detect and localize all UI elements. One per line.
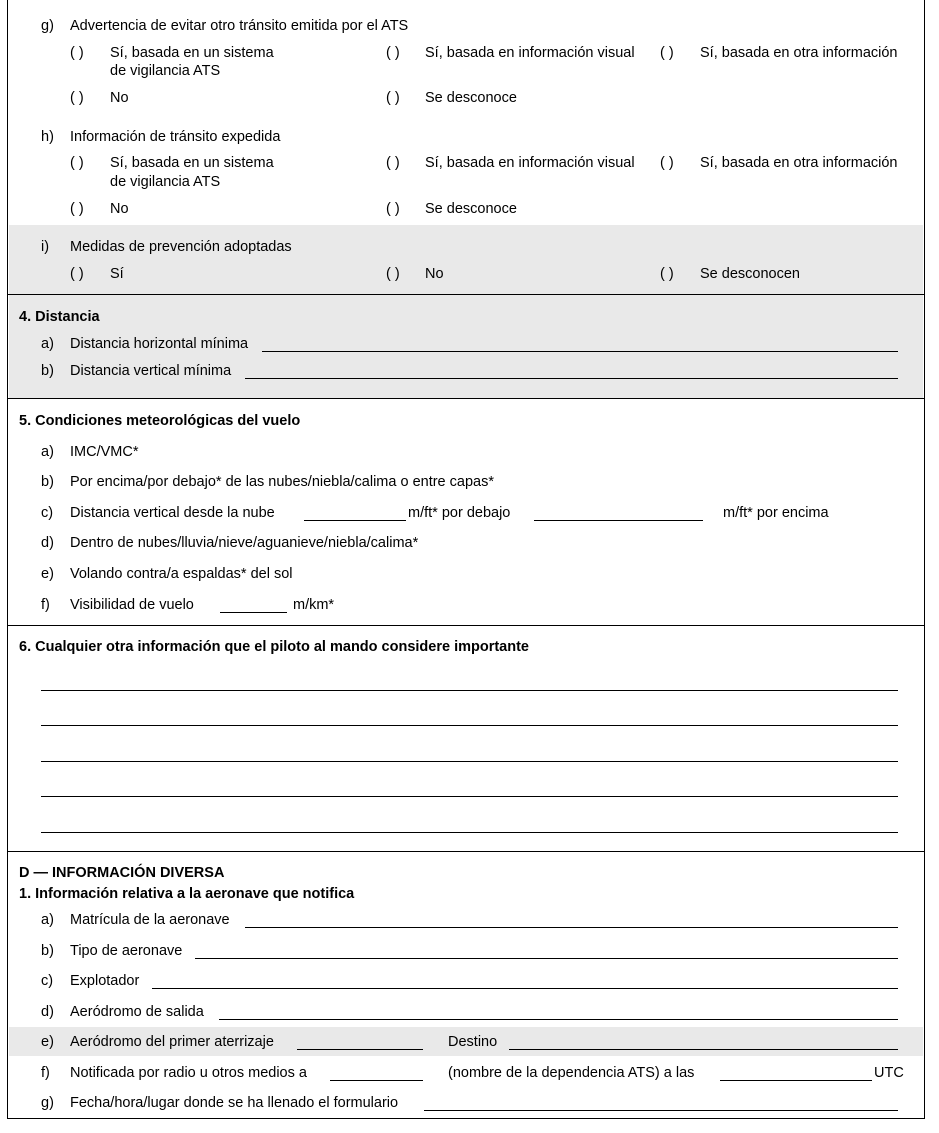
item-letter: a) — [41, 336, 54, 352]
checkbox-g-yes-visual[interactable]: ( ) — [386, 45, 400, 61]
departure-aerodrome-field[interactable] — [219, 1019, 898, 1020]
operator-field[interactable] — [152, 988, 898, 989]
checkbox-h-yes-other[interactable]: ( ) — [660, 155, 674, 171]
field-label: Destino — [448, 1034, 498, 1050]
checkbox-i-no[interactable]: ( ) — [386, 266, 400, 282]
unit-label: UTC — [874, 1065, 904, 1081]
option-label: Sí, basada en otra información — [700, 45, 898, 61]
field-label: Dentro de nubes/lluvia/nieve/aguanieve/niebla/calima* — [70, 535, 419, 551]
date-place-field[interactable] — [424, 1110, 898, 1111]
unit-label: m/ft* por encima — [723, 505, 829, 521]
item-letter: a) — [41, 912, 54, 928]
option-label: Se desconoce — [425, 90, 517, 106]
field-label: Fecha/hora/lugar donde se ha llenado el formulario — [70, 1095, 399, 1111]
option-label: Se desconocen — [700, 266, 800, 282]
option-label: No — [425, 266, 444, 282]
section-4-title: 4. Distancia — [19, 309, 100, 325]
cloud-above-field[interactable] — [534, 520, 703, 521]
aircraft-type-field[interactable] — [195, 958, 898, 959]
vertical-distance-field[interactable] — [245, 378, 898, 379]
separator — [7, 294, 925, 295]
section-d-title: D — INFORMACIÓN DIVERSA — [19, 865, 225, 881]
field-label: Volando contra/a espaldas* del sol — [70, 566, 293, 582]
checkbox-g-yes-other[interactable]: ( ) — [660, 45, 674, 61]
item-h-letter: h) — [41, 129, 54, 145]
item-letter: g) — [41, 1095, 54, 1111]
option-label: Sí, basada en información visual — [425, 45, 635, 61]
item-letter: e) — [41, 1034, 54, 1050]
field-label: Aeródromo del primer aterrizaje — [70, 1034, 274, 1050]
unit-label: m/km* — [293, 597, 335, 613]
item-letter: d) — [41, 1004, 54, 1020]
item-i-letter: i) — [41, 239, 50, 255]
destination-field[interactable] — [509, 1049, 898, 1050]
item-h-label: Información de tránsito expedida — [70, 129, 281, 145]
checkbox-h-yes-visual[interactable]: ( ) — [386, 155, 400, 171]
item-letter: b) — [41, 363, 54, 379]
checkbox-h-no[interactable]: ( ) — [70, 201, 84, 217]
item-i-label: Medidas de prevención adoptadas — [70, 239, 292, 255]
checkbox-i-unknown[interactable]: ( ) — [660, 266, 674, 282]
option-label: No — [110, 201, 129, 217]
section-6-title: 6. Cualquier otra información que el piloto al mando considere importante — [19, 639, 529, 655]
option-label: Sí, basada en un sistema — [110, 155, 274, 171]
checkbox-g-unknown[interactable]: ( ) — [386, 90, 400, 106]
field-label: Distancia vertical mínima — [70, 363, 232, 379]
item-letter: c) — [41, 973, 54, 989]
visibility-field[interactable] — [220, 612, 287, 613]
section-5-title: 5. Condiciones meteorológicas del vuelo — [19, 413, 301, 429]
field-label: Por encima/por debajo* de las nubes/niebla/calima o entre capas* — [70, 474, 494, 490]
notes-line[interactable] — [41, 690, 898, 691]
registration-field[interactable] — [245, 927, 898, 928]
item-letter: f) — [41, 1065, 50, 1081]
item-letter: a) — [41, 444, 54, 460]
field-label: IMC/VMC* — [70, 444, 139, 460]
shade-item-i — [9, 225, 923, 294]
notes-line[interactable] — [41, 761, 898, 762]
time-field[interactable] — [720, 1080, 872, 1081]
section-d-subtitle: 1. Información relativa a la aeronave que notifica — [19, 886, 355, 902]
notes-line[interactable] — [41, 725, 898, 726]
field-label: Tipo de aeronave — [70, 943, 183, 959]
option-label: Sí, basada en información visual — [425, 155, 635, 171]
horizontal-distance-field[interactable] — [262, 351, 898, 352]
field-label: Aeródromo de salida — [70, 1004, 204, 1020]
field-label: (nombre de la dependencia ATS) a las — [448, 1065, 695, 1081]
first-landing-field[interactable] — [297, 1049, 423, 1050]
item-g-letter: g) — [41, 18, 54, 34]
item-letter: d) — [41, 535, 54, 551]
field-label: Matrícula de la aeronave — [70, 912, 230, 928]
ats-unit-field[interactable] — [330, 1080, 423, 1081]
checkbox-g-no[interactable]: ( ) — [70, 90, 84, 106]
item-letter: c) — [41, 505, 54, 521]
item-letter: e) — [41, 566, 54, 582]
item-letter: b) — [41, 474, 54, 490]
checkbox-h-unknown[interactable]: ( ) — [386, 201, 400, 217]
field-label: Visibilidad de vuelo — [70, 597, 194, 613]
checkbox-g-yes-surveillance[interactable]: ( ) — [70, 45, 84, 61]
notes-line[interactable] — [41, 796, 898, 797]
option-label: de vigilancia ATS — [110, 63, 221, 79]
unit-label: m/ft* por debajo — [408, 505, 511, 521]
option-label: No — [110, 90, 129, 106]
option-label: Sí, basada en otra información — [700, 155, 898, 171]
checkbox-i-yes[interactable]: ( ) — [70, 266, 84, 282]
cloud-below-field[interactable] — [304, 520, 406, 521]
item-letter: b) — [41, 943, 54, 959]
field-label: Explotador — [70, 973, 140, 989]
option-label: Se desconoce — [425, 201, 517, 217]
item-letter: f) — [41, 597, 50, 613]
separator — [7, 398, 925, 399]
field-label: Notificada por radio u otros medios a — [70, 1065, 307, 1081]
option-label: Sí — [110, 266, 124, 282]
separator — [7, 625, 925, 626]
checkbox-h-yes-surveillance[interactable]: ( ) — [70, 155, 84, 171]
item-g-label: Advertencia de evitar otro tránsito emitida por el ATS — [70, 18, 409, 34]
notes-line[interactable] — [41, 832, 898, 833]
option-label: Sí, basada en un sistema — [110, 45, 274, 61]
field-label: Distancia horizontal mínima — [70, 336, 249, 352]
field-label: Distancia vertical desde la nube — [70, 505, 275, 521]
separator — [7, 851, 925, 852]
option-label: de vigilancia ATS — [110, 174, 221, 190]
